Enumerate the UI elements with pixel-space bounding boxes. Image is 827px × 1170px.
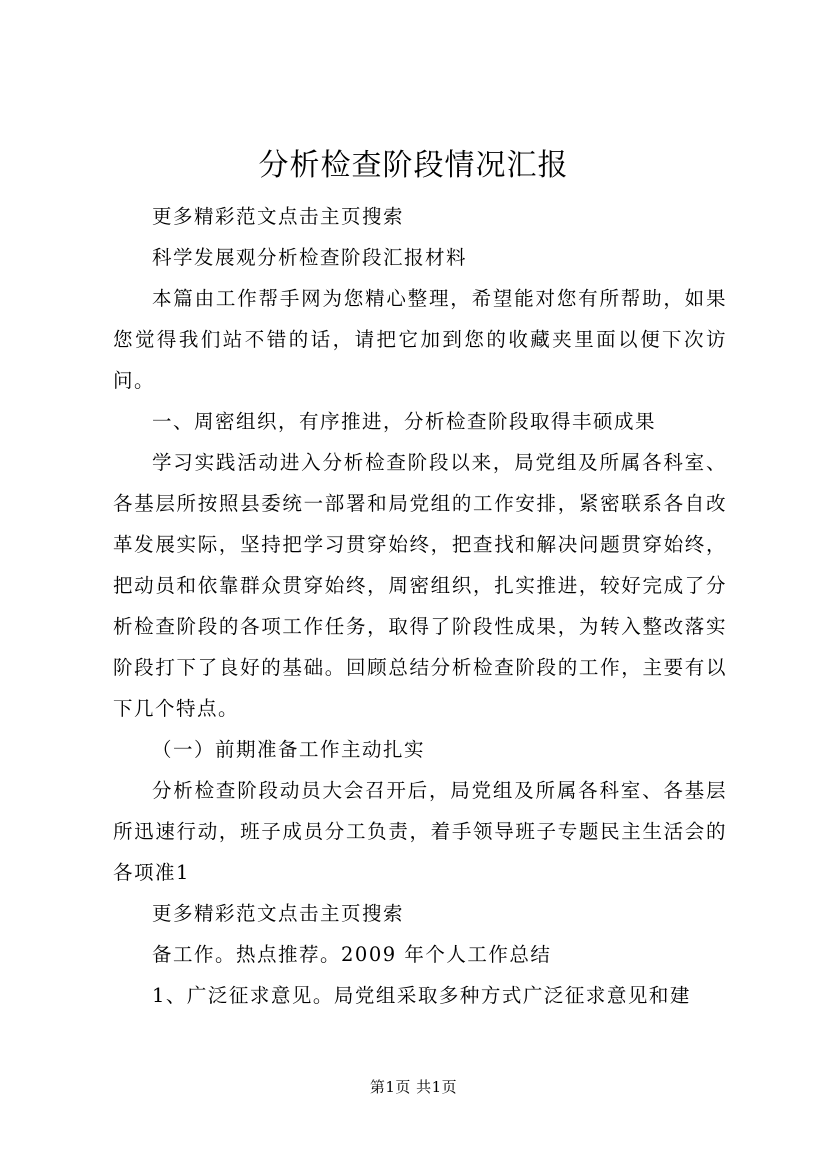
document-body <box>113 196 727 1016</box>
paragraph: 本篇由工作帮手网为您精心整理，希望能对您有所帮助，如果您觉得我们站不错的话，请把它加到您的收藏夹里面以便下次访问。 <box>113 287 727 392</box>
paragraph: 学习实践活动进入分析检查阶段以来，局党组及所属各科室、各基层所按照县委统一部署和局党组的工作安排，紧密联系各自改革发展实际，坚持把学习贯穿始终，把查找和解决问题贯穿始终，把动员和依靠群众贯穿始终，周密组织，扎实推进，较好完成了分析检查阶段的各项工作任务，取得了阶段性成果，为转入整改落实阶段打下了良好的基础。回顾总结分析检查阶段的工作，主要有以下几个特点。 <box>113 451 727 720</box>
paragraph: 更多精彩范文点击主页搜索 <box>152 902 405 925</box>
paragraph: 更多精彩范文点击主页搜索 <box>152 205 405 228</box>
paragraph: 1、广泛征求意见。局党组采取多种方式广泛征求意见和建 <box>152 984 691 1007</box>
page-number: 第1页 共1页 <box>369 1078 458 1096</box>
paragraph: 备工作。热点推荐。2009 年个人工作总结 <box>152 943 552 966</box>
subsection-heading: （一）前期准备工作主动扎实 <box>152 738 426 761</box>
paragraph: 分析检查阶段动员大会召开后，局党组及所属各科室、各基层所迅速行动，班子成员分工负责，着手领导班子专题民主生活会的各项准1 <box>113 779 727 884</box>
section-heading: 一、周密组织，有序推进，分析检查阶段取得丰硕成果 <box>152 410 657 433</box>
document-title: 分析检查阶段情况汇报 <box>258 148 569 183</box>
paragraph: 科学发展观分析检查阶段汇报材料 <box>152 246 468 269</box>
